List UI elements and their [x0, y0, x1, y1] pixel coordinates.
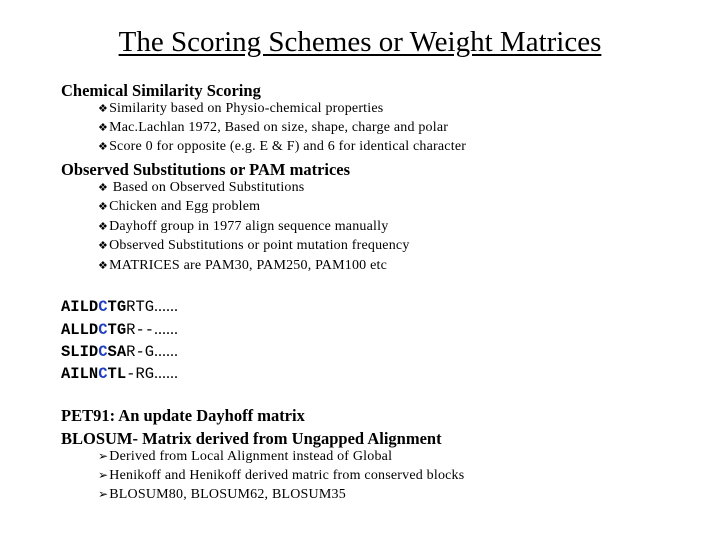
alignment-row: AILDCTGRTG...... — [61, 298, 179, 316]
list-item: ❖MATRICES are PAM30, PAM250, PAM100 etc — [98, 258, 387, 273]
section-heading-blosum: BLOSUM- Matrix derived from Ungapped Alignment — [61, 429, 442, 448]
list-item: ❖Score 0 for opposite (e.g. E & F) and 6 for identical character — [98, 139, 467, 154]
diamond-bullet-icon: ❖ — [98, 181, 109, 194]
diamond-bullet-icon: ❖ — [98, 200, 109, 213]
alignment-row: ALLDCTGR--...... — [61, 321, 179, 339]
list-item: ❖ Based on Observed Substitutions — [98, 180, 305, 195]
section-heading-chemical-similarity: Chemical Similarity Scoring — [61, 81, 261, 100]
section-heading-pet91: PET91: An update Dayhoff matrix — [61, 406, 305, 425]
alignment-row: AILNCTL-RG...... — [61, 365, 179, 383]
arrow-bullet-icon: ➢ — [98, 487, 109, 501]
alignment-row: SLIDCSAR-G...... — [61, 343, 179, 361]
page-title: The Scoring Schemes or Weight Matrices — [118, 26, 602, 58]
list-item: ➢Derived from Local Alignment instead of Global — [98, 449, 393, 464]
diamond-bullet-icon: ❖ — [98, 239, 109, 252]
list-item: ❖Dayhoff group in 1977 align sequence manually — [98, 219, 389, 234]
diamond-bullet-icon: ❖ — [98, 121, 109, 134]
list-item: ➢Henikoff and Henikoff derived matric from conserved blocks — [98, 468, 465, 483]
diamond-bullet-icon: ❖ — [98, 140, 109, 153]
diamond-bullet-icon: ❖ — [98, 102, 109, 115]
arrow-bullet-icon: ➢ — [98, 449, 109, 463]
section-heading-pam: Observed Substitutions or PAM matrices — [61, 160, 351, 179]
diamond-bullet-icon: ❖ — [98, 220, 109, 233]
list-item: ❖Observed Substitutions or point mutation frequency — [98, 238, 410, 253]
list-item: ❖Chicken and Egg problem — [98, 199, 261, 214]
arrow-bullet-icon: ➢ — [98, 468, 109, 482]
list-item: ➢BLOSUM80, BLOSUM62, BLOSUM35 — [98, 487, 346, 502]
list-item: ❖Mac.Lachlan 1972, Based on size, shape, charge and polar — [98, 120, 449, 135]
diamond-bullet-icon: ❖ — [98, 259, 109, 272]
list-item: ❖Similarity based on Physio-chemical properties — [98, 101, 384, 116]
